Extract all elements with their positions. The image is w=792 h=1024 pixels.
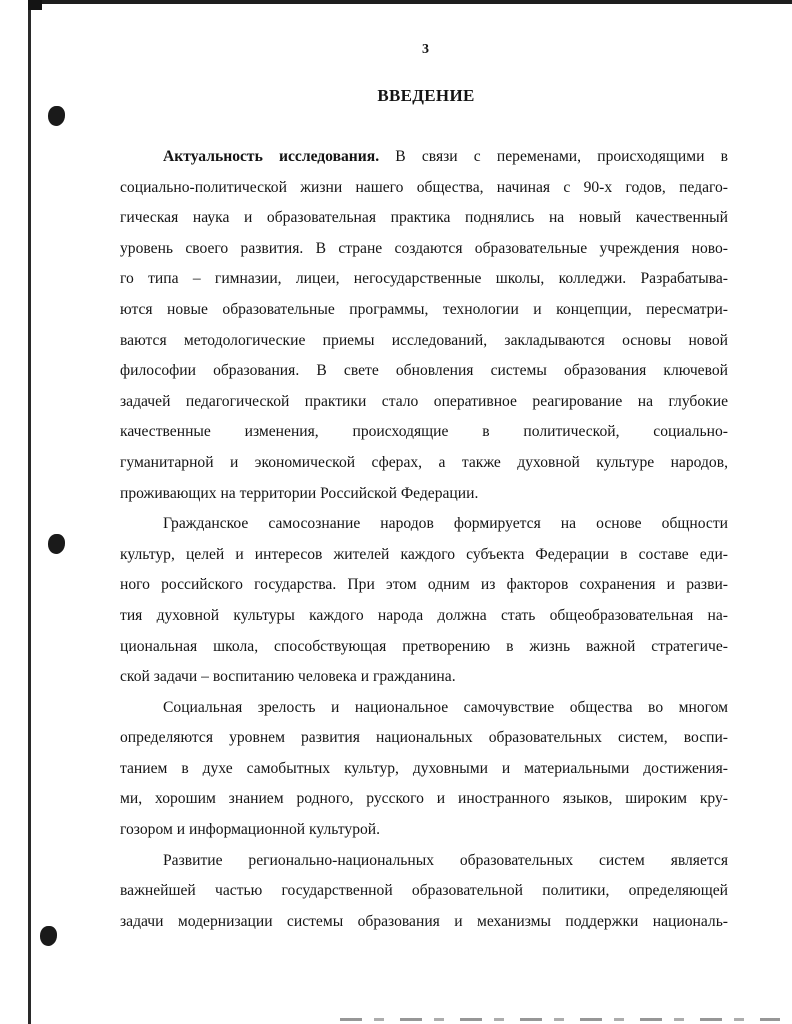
text-line: проживающих на территории Российской Федерации. xyxy=(120,484,479,502)
text-line: уровень своего развития. В стране создаются образовательные учреждения ново- xyxy=(120,239,728,257)
text-line: танием в духе самобытных культур, духовными и материальными достижения- xyxy=(120,759,728,777)
punch-hole-bottom xyxy=(40,926,57,946)
scan-noise-bottom xyxy=(340,1018,780,1021)
text-line: ются новые образовательные программы, технологии и концепции, пересматри- xyxy=(120,300,728,318)
text-line: задачей педагогической практики стало оперативное реагирование на глубокие xyxy=(120,392,728,410)
scan-border-top xyxy=(30,0,792,4)
page-number: 3 xyxy=(422,42,429,57)
text-line: социально-политической жизни нашего общества, начиная с 90-х годов, педаго- xyxy=(120,178,728,196)
scan-corner-mark xyxy=(28,0,42,10)
text-fragment: В связи с переменами, происходящими в xyxy=(379,148,728,165)
text-line: Гражданское самосознание народов формируется на основе общности xyxy=(163,515,728,533)
text-line: циональная школа, способствующая претворению в жизнь важной стратегиче- xyxy=(120,637,728,655)
text-line: гуманитарной и экономической сферах, а также духовной культуре народов, xyxy=(120,453,728,471)
section-heading: ВВЕДЕНИЕ xyxy=(377,86,475,105)
text-line: ваются методологические приемы исследований, закладываются основы новой xyxy=(120,331,728,349)
punch-hole-middle xyxy=(48,534,65,554)
text-line: ской задачи – воспитанию человека и гражданина. xyxy=(120,668,456,686)
punch-hole-top xyxy=(48,106,65,126)
text-line: Социальная зрелость и национальное самочувствие общества во многом xyxy=(163,698,728,716)
text-line: важнейшей частью государственной образовательной политики, определяющей xyxy=(120,882,728,900)
lead-phrase: Актуальность исследования. xyxy=(163,148,380,165)
text-line: качественные изменения, происходящие в политической, социально- xyxy=(120,423,728,441)
text-line: философии образования. В свете обновления системы образования ключевой xyxy=(120,362,728,380)
text-line: тия духовной культуры каждого народа должна стать общеобразовательная на- xyxy=(120,606,728,624)
text-line: гическая наука и образовательная практика поднялись на новый качественный xyxy=(120,209,728,227)
text-line: культур, целей и интересов жителей каждого субъекта Федерации в составе еди- xyxy=(120,545,728,563)
text-line: определяются уровнем развития национальных образовательных систем, воспи- xyxy=(120,729,728,747)
text-line: задачи модернизации системы образования и механизмы поддержки националь- xyxy=(120,912,728,930)
body-text xyxy=(120,142,728,937)
text-line: Развитие регионально-национальных образовательных систем является xyxy=(163,851,728,869)
text-line: ного российского государства. При этом одним из факторов сохранения и разви- xyxy=(120,576,728,594)
scan-border-left xyxy=(28,0,31,1024)
text-line xyxy=(120,142,728,173)
text-line: ми, хорошим знанием родного, русского и иностранного языков, широким кру- xyxy=(120,790,728,808)
text-line: го типа – гимназии, лицеи, негосударственные школы, колледжи. Разрабатыва- xyxy=(120,270,728,288)
text-line: гозором и информационной культурой. xyxy=(120,821,381,839)
